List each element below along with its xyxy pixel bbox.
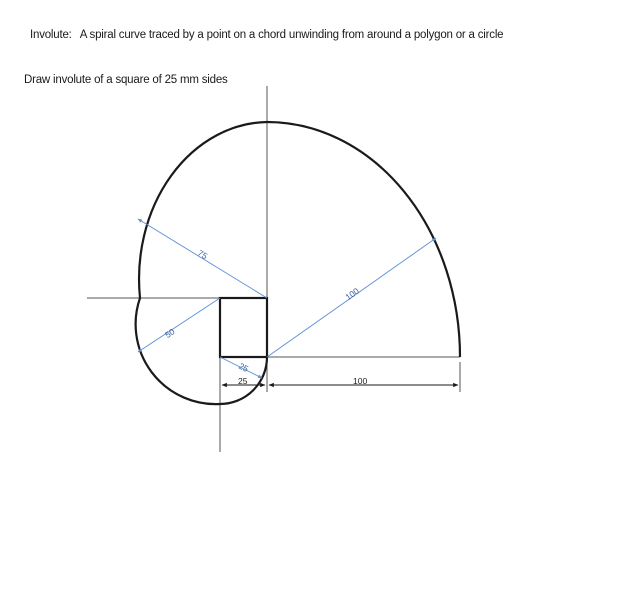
side-label-25: 25 <box>238 376 248 386</box>
radius-label-25: 25 <box>237 360 251 374</box>
length-label-100: 100 <box>353 376 368 386</box>
square-25mm <box>220 298 267 357</box>
task-instruction: Draw involute of a square of 25 mm sides <box>24 74 228 86</box>
involute-definition-text: A spiral curve traced by a point on a chord unwinding from around a polygon or a circle <box>79 29 504 41</box>
radius-label-75: 75 <box>195 247 210 262</box>
radius-label-100: 100 <box>343 285 361 303</box>
involute-label: Involute: <box>30 29 72 41</box>
radius-label-50: 50 <box>163 326 177 340</box>
construction-lines <box>87 86 460 452</box>
radius-line-50 <box>138 298 220 352</box>
involute-curve <box>136 122 460 404</box>
